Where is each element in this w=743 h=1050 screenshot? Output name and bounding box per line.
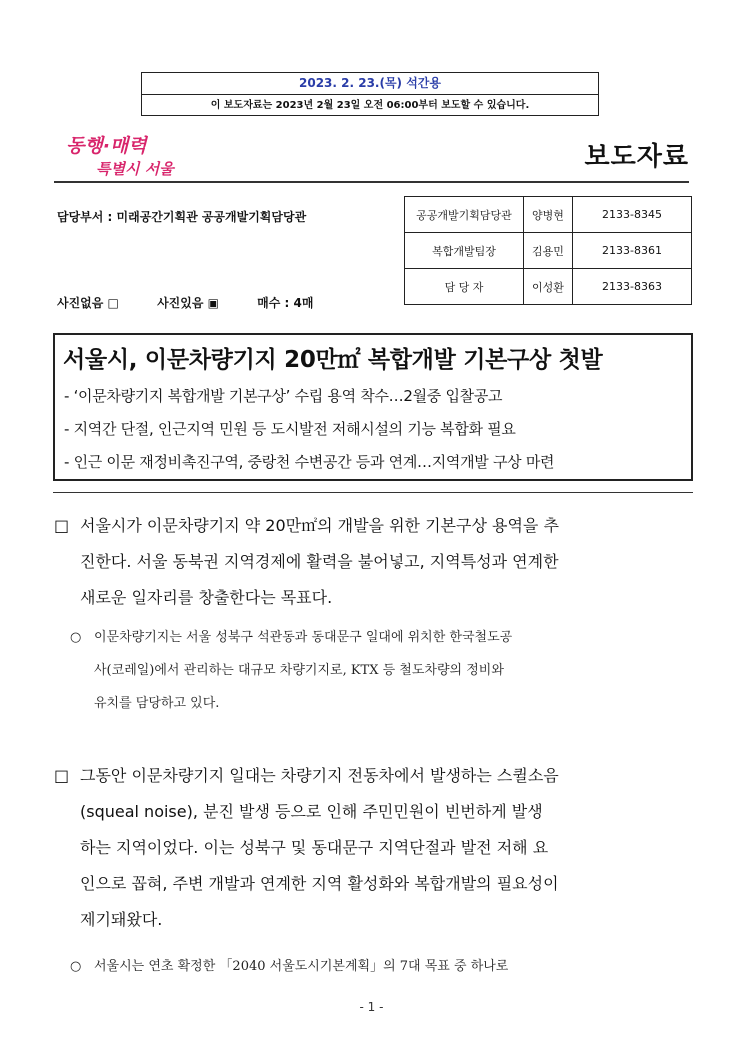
contact-name: 김용민 — [524, 233, 573, 269]
sub-paragraph-2 — [70, 950, 700, 983]
embargo-box — [141, 72, 599, 116]
release-date: 2023. 2. 23.(목) 석간용 — [142, 73, 598, 95]
sub-paragraph-1 — [70, 621, 700, 720]
contact-phone: 2133-8345 — [573, 197, 692, 233]
doc-type-label: 보도자료 — [584, 142, 689, 172]
subhead-2: - 지역간 단절, 인근지역 민원 등 도시발전 저해시설의 기능 복합화 필요 — [64, 420, 516, 438]
square-bullet-icon: □ — [54, 516, 70, 535]
header-divider — [54, 181, 689, 183]
square-bullet-icon: □ — [54, 766, 70, 785]
contact-phone: 2133-8361 — [573, 233, 692, 269]
embargo-note: 이 보도자료는 2023년 2월 23일 오전 06:00부터 보도할 수 있습니다. — [210, 100, 530, 111]
contact-role: 공공개발기획담당관 — [405, 197, 524, 233]
paragraph-line: 유치를 담당하고 있다. — [94, 696, 220, 711]
seoul-logo — [62, 130, 192, 180]
headline-box — [53, 333, 693, 481]
photo-info — [57, 294, 347, 311]
table-row — [405, 269, 692, 305]
headline: 서울시, 이문차량기지 20만㎡ 복합개발 기본구상 첫발 — [63, 347, 603, 373]
paragraph-line: 그동안 이문차량기지 일대는 차량기지 전동차에서 발생하는 스퀼소음 — [80, 766, 559, 785]
paragraph-line: 하는 지역이었다. 이는 성북구 및 동대문구 지역단절과 발전 저해 요 — [80, 838, 549, 857]
table-row — [405, 233, 692, 269]
no-photo-label: 사진없음 □ — [57, 296, 119, 310]
contact-table — [404, 196, 692, 305]
contact-name: 이성환 — [524, 269, 573, 305]
subhead-1: - ‘이문차량기지 복합개발 기본구상’ 수립 용역 착수…2월중 입찰공고 — [64, 387, 503, 405]
paragraph-2 — [54, 758, 700, 938]
table-row — [405, 197, 692, 233]
logo-line2: 특별시 서울 — [96, 160, 174, 178]
paragraph-line: 서울시가 이문차량기지 약 20만㎡의 개발을 위한 기본구상 용역을 추 — [80, 516, 559, 535]
contact-role: 복합개발팀장 — [405, 233, 524, 269]
paragraph-line: 진한다. 서울 동북권 지역경제에 활력을 불어넣고, 지역특성과 연계한 — [80, 552, 559, 571]
page-number: - 1 - — [359, 1000, 384, 1014]
with-photo-label: 사진있음 ▣ — [157, 296, 219, 310]
body-divider — [53, 492, 693, 493]
circle-bullet-icon: ○ — [70, 630, 82, 645]
circle-bullet-icon: ○ — [70, 959, 82, 974]
paragraph-line: 제기돼왔다. — [80, 910, 163, 929]
paragraph-line: 사(코레일)에서 관리하는 대규모 차량기지로, KTX 등 철도차량의 정비와 — [94, 663, 504, 678]
subhead-3: - 인근 이문 재정비촉진구역, 중랑천 수변공간 등과 연계…지역개발 구상 마련 — [64, 453, 555, 471]
paragraph-line: 서울시는 연초 확정한 「2040 서울도시기본계획」의 7대 목표 중 하나로 — [94, 959, 509, 974]
contact-name: 양병현 — [524, 197, 573, 233]
paragraph-line: 새로운 일자리를 창출한다는 목표다. — [80, 588, 333, 607]
paragraph-1 — [54, 508, 700, 616]
paragraph-line: 인으로 꼽혀, 주변 개발과 연계한 지역 활성화와 복합개발의 필요성이 — [80, 874, 559, 893]
paragraph-line: (squeal noise), 분진 발생 등으로 인해 주민민원이 빈번하게 발생 — [80, 802, 543, 821]
department: 담당부서 : 미래공간기획관 공공개발기획담당관 — [57, 210, 307, 224]
paragraph-line: 이문차량기지는 서울 성북구 석관동과 동대문구 일대에 위치한 한국철도공 — [94, 630, 513, 645]
contact-role: 담 당 자 — [405, 269, 524, 305]
contact-phone: 2133-8363 — [573, 269, 692, 305]
photo-count: 매수 : 4매 — [257, 296, 314, 310]
logo-line1: 동행·매력 — [66, 135, 147, 157]
